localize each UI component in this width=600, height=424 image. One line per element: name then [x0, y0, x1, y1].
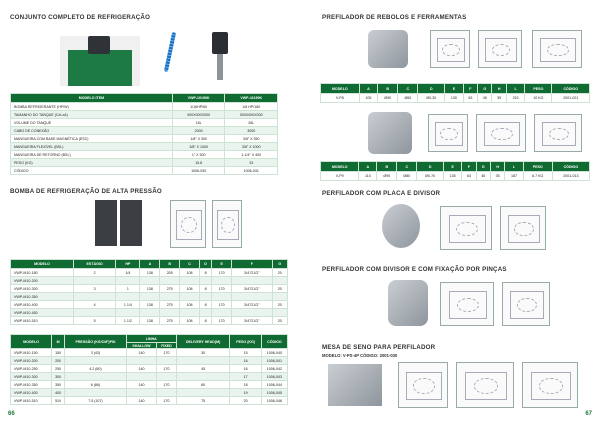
table-cell: VWP-M10-200: [11, 277, 74, 285]
table-cell: [116, 309, 140, 317]
section-title-high-pressure-pump: BOMBA DE REFRIGERAÇÃO DE ALTA PRESSÃO: [10, 188, 162, 195]
table-header-cell: VWP-41190K: [225, 94, 278, 103]
table-cell: 19: [230, 389, 261, 397]
table-header-cell: B: [377, 162, 397, 172]
table-cell: 000X000X000: [225, 111, 278, 119]
table-header-cell: F: [462, 162, 476, 172]
table-cell: 3/4"G1/2": [232, 317, 272, 325]
table-header-row: [11, 94, 278, 103]
table-cell: [232, 309, 272, 317]
sine-table-drawing-c: [522, 362, 578, 408]
sine-table-drawing-b: [456, 362, 514, 408]
table-cell: [272, 277, 287, 285]
table-header-cell: L: [506, 84, 525, 94]
profiler-drawing-2a: [428, 114, 468, 152]
table-cell: [157, 357, 177, 365]
page-number-left: 66: [8, 411, 15, 417]
table-cell: 1-1/4" X 400: [225, 151, 278, 159]
table-cell: V-P8: [321, 94, 360, 103]
table-cell: 75: [176, 397, 230, 405]
table-cell: 2001-021: [552, 94, 590, 103]
table-cell: 15: [230, 349, 261, 357]
table-cell: Ø0-30: [418, 94, 445, 103]
table-cell: 510: [52, 397, 65, 405]
table-cell: 45: [176, 365, 230, 373]
table-cell: [140, 309, 160, 317]
table-cell: 3/4"G1/2": [232, 285, 272, 293]
table-cell: 1 1/4: [116, 301, 140, 309]
table-cell: 3/8" X 350: [225, 135, 278, 143]
table-cell: 2: [73, 269, 115, 277]
table-header-row: [321, 84, 590, 94]
table-cell: 187: [505, 172, 523, 181]
table-cell: 3/4"G1/2": [232, 301, 272, 309]
table-header-cell: G: [476, 162, 490, 172]
table-header-cell: G: [478, 84, 492, 94]
table-header-cell: VWP-10190K: [172, 94, 225, 103]
table-cell: [199, 293, 211, 301]
table-cell: 400: [52, 389, 65, 397]
table-cell: 138: [140, 317, 160, 325]
table-cell: 1006-031: [225, 167, 278, 175]
collet-divider-image: [388, 280, 428, 326]
table-row: [11, 135, 278, 143]
table-cell: [232, 277, 272, 285]
table-cell: 110: [359, 172, 377, 181]
sine-table-model-code: MODELO: V-PS-4P CÓDIGO: 2001-030: [322, 353, 398, 358]
pump-drawing-front: [170, 200, 206, 248]
table-cell: Ø90: [377, 172, 397, 181]
table-cell: 1006-045: [261, 389, 287, 397]
table-cell: [126, 389, 156, 397]
table-cell: 3: [73, 285, 115, 293]
section-title-wheel-profiler: PREFILADOR DE REBOLOS E FERRAMENTAS: [322, 14, 467, 21]
table-cell: 1006-041: [261, 357, 287, 365]
table-cell: [73, 309, 115, 317]
table-cell: CÓDIGO: [11, 167, 173, 175]
table-cell: [160, 293, 180, 301]
table-cell: 3/8" X 1000: [225, 143, 278, 151]
table-cell: 33: [225, 159, 278, 167]
table-cell: [140, 277, 160, 285]
table-cell: 1006-043: [261, 373, 287, 381]
table-row: [11, 357, 288, 365]
table-cell: 5: [73, 317, 115, 325]
table-header-cell: MODELO: [11, 335, 52, 349]
table-header-cell: H: [490, 162, 504, 172]
pump-image-2: [120, 200, 142, 246]
table-cell: 250: [52, 365, 65, 373]
table-cell: 16L: [172, 119, 225, 127]
table-row: [11, 293, 288, 301]
table-cell: 1006-040: [261, 349, 287, 357]
plate-divider-image: [382, 204, 420, 248]
table-header-cell: CÓDIGO: [552, 84, 590, 94]
coolant-pump-image: [200, 28, 240, 84]
table-row: [11, 103, 278, 111]
table-cell: [65, 357, 127, 365]
table-cell: [176, 389, 230, 397]
table-cell: 16: [230, 357, 261, 365]
table-cell: [180, 277, 200, 285]
pump-image-1: [95, 200, 117, 246]
profiler-image-1: [368, 30, 408, 68]
table-cell: [140, 293, 160, 301]
table-cell: 1/8 HP/180: [225, 103, 278, 111]
table-cell: 108: [180, 269, 200, 277]
table-row: [11, 397, 288, 405]
table-cell: [126, 373, 156, 381]
table-cell: Ø60: [398, 94, 418, 103]
table-row: [11, 159, 278, 167]
table-cell: [160, 277, 180, 285]
table-row: [11, 111, 278, 119]
table-header-cell: H: [492, 84, 506, 94]
coolant-tank-image: [60, 36, 140, 86]
section-title-refrigeration-set: CONJUNTO COMPLETO DE REFRIGERAÇÃO: [10, 14, 151, 21]
table-header-row: [321, 162, 590, 172]
table-cell: 18: [230, 381, 261, 389]
table-cell: VWP-M10-400: [11, 389, 52, 397]
section-title-sine-table: MESA DE SENO PARA PERFILADOR: [322, 344, 436, 351]
table-row: [11, 269, 288, 277]
coolant-hose-image: [150, 30, 190, 78]
table-cell: VWP-M10-400: [11, 301, 74, 309]
table-cell: 108: [180, 285, 200, 293]
table-cell: Ø80: [397, 172, 417, 181]
table-cell: 140: [126, 381, 156, 389]
table-header-cell: D: [417, 162, 444, 172]
table-header-cell: F: [463, 84, 477, 94]
table-cell: VWP-M10-510: [11, 317, 74, 325]
table-cell: VWP-M10-180: [11, 269, 74, 277]
table-header-cell: C: [180, 260, 200, 269]
table-cell: CABO DE CONEXÃO: [11, 127, 173, 135]
table-cell: 20: [272, 317, 287, 325]
table-cell: 8: [199, 301, 211, 309]
profiler-drawing-2c: [534, 114, 582, 152]
table-header-cell: PRESSÃO (KG/CM²)PSI: [65, 335, 127, 349]
table-cell: 150: [52, 349, 65, 357]
table-cell: [65, 373, 127, 381]
table-cell: 10 KG: [525, 94, 552, 103]
table-header-cell: L: [505, 162, 523, 172]
profiler-table-b: [320, 161, 590, 181]
table-header-cell: F: [232, 260, 272, 269]
table-header-cell: LINHA: [126, 335, 176, 343]
table-header-cell: A: [359, 84, 378, 94]
table-row: [11, 365, 288, 373]
table-cell: [116, 277, 140, 285]
profiler-image-2: [368, 112, 412, 154]
plate-divider-drawing-a: [440, 206, 492, 250]
table-header-cell: C: [397, 162, 417, 172]
table-cell: 6.7 KG: [523, 172, 552, 181]
section-title-collet-divider: PERFILADOR COM DIVISOR E COM FIXAÇÃO POR PINÇAS: [322, 266, 507, 273]
refrigeration-spec-table: [10, 93, 278, 175]
table-cell: MANGUEIRA COM BASE MAGNÉTICA (ESC): [11, 135, 173, 143]
table-row: [11, 119, 278, 127]
table-header-cell: A: [140, 260, 160, 269]
table-cell: 4.2 (60): [65, 365, 127, 373]
table-cell: 1/16HP/60: [172, 103, 225, 111]
table-header-cell: MODELO: [321, 84, 360, 94]
table-cell: 170: [157, 397, 177, 405]
table-cell: 138: [140, 285, 160, 293]
table-cell: 275: [160, 301, 180, 309]
table-cell: 8: [199, 285, 211, 293]
table-cell: 1/4: [116, 269, 140, 277]
table-cell: V-P9: [321, 172, 359, 181]
table-cell: 60: [176, 381, 230, 389]
table-cell: [232, 293, 272, 301]
table-cell: [212, 309, 232, 317]
table-cell: 20: [230, 397, 261, 405]
table-cell: 170: [157, 349, 177, 357]
table-cell: [73, 293, 115, 301]
table-cell: 16: [230, 365, 261, 373]
table-cell: VWP-M10-250: [11, 365, 52, 373]
table-header-row: [11, 335, 288, 343]
table-header-cell: HP: [116, 260, 140, 269]
table-row: [11, 285, 288, 293]
table-cell: 130: [445, 94, 464, 103]
table-cell: [199, 309, 211, 317]
table-row: [11, 381, 288, 389]
table-row: [11, 349, 288, 357]
table-cell: 140: [126, 349, 156, 357]
table-row: [11, 151, 278, 159]
table-cell: 17: [230, 373, 261, 381]
table-cell: VWP-M10-350: [11, 293, 74, 301]
table-row: [11, 373, 288, 381]
table-cell: 200: [52, 357, 65, 365]
table-cell: 63: [463, 94, 477, 103]
table-cell: [176, 357, 230, 365]
table-cell: 1006-030: [172, 167, 225, 175]
profiler-table-a: [320, 83, 590, 103]
table-cell: 140: [126, 365, 156, 373]
table-header-cell: MODELO ITEM: [11, 94, 173, 103]
table-cell: 1 1/2: [116, 317, 140, 325]
table-cell: BOMBA REFRIGERANTE (HP/W): [11, 103, 173, 111]
table-header-cell: MODELO: [11, 260, 74, 269]
table-cell: VWP-M10-300: [11, 373, 52, 381]
table-cell: 170: [212, 269, 232, 277]
section-title-plate-divider: PERFILADOR COM PLACA E DIVISOR: [322, 190, 441, 197]
table-header-cell: DELIVERY HEAD(M): [176, 335, 230, 349]
pump-pressure-table: [10, 334, 288, 405]
table-header-cell: D: [199, 260, 211, 269]
collet-divider-drawing-a: [440, 282, 494, 326]
table-cell: 6 (86): [65, 381, 127, 389]
table-row: [11, 309, 288, 317]
sine-table-image: [328, 364, 382, 406]
table-header-cell: B: [160, 260, 180, 269]
table-header-row: [11, 260, 288, 269]
table-row: [321, 94, 590, 103]
table-cell: 20: [272, 269, 287, 277]
table-cell: 205: [160, 269, 180, 277]
table-cell: VWP-M10-450: [11, 309, 74, 317]
table-cell: 45: [476, 172, 490, 181]
table-cell: 275: [160, 317, 180, 325]
table-cell: [272, 309, 287, 317]
profiler-drawing-1c: [532, 30, 582, 68]
table-cell: 1" X 300: [172, 151, 225, 159]
table-cell: 135: [443, 172, 461, 181]
table-cell: 170: [212, 301, 232, 309]
table-cell: VOLUME DO TANQUE: [11, 119, 173, 127]
plate-divider-drawing-b: [500, 206, 546, 250]
table-row: [11, 167, 278, 175]
table-cell: 2000: [172, 127, 225, 135]
table-cell: [157, 373, 177, 381]
table-subheader-cell: SHALLOW: [126, 343, 156, 349]
table-cell: 20: [272, 285, 287, 293]
table-cell: VWP-M10-300: [11, 285, 74, 293]
table-cell: 4: [73, 301, 115, 309]
table-cell: 1/8" X 300: [172, 135, 225, 143]
table-cell: 26L: [225, 119, 278, 127]
table-cell: [180, 293, 200, 301]
table-cell: 7.5 (107): [65, 397, 127, 405]
table-header-cell: CÓDIGO: [261, 335, 287, 349]
sine-table-drawing-a: [398, 362, 448, 408]
table-header-cell: C: [398, 84, 418, 94]
table-cell: 170: [212, 285, 232, 293]
table-cell: [272, 293, 287, 301]
table-cell: 45: [478, 94, 492, 103]
table-cell: VWP-M10-350: [11, 381, 52, 389]
table-subheader-cell: FIXED: [157, 343, 177, 349]
table-header-cell: PESO (KG): [230, 335, 261, 349]
table-row: [11, 317, 288, 325]
table-cell: [116, 293, 140, 301]
table-cell: 35: [492, 94, 506, 103]
table-cell: 1: [116, 285, 140, 293]
table-cell: 2001-013: [552, 172, 589, 181]
table-cell: 275: [160, 285, 180, 293]
profiler-drawing-1b: [478, 30, 522, 68]
table-cell: [65, 389, 127, 397]
table-cell: 3000: [225, 127, 278, 135]
table-header-cell: A: [359, 162, 377, 172]
table-header-cell: E: [445, 84, 464, 94]
table-cell: MANGUEIRA FLEXÍVEL (BSL): [11, 143, 173, 151]
profiler-drawing-2b: [476, 114, 526, 152]
table-cell: 15.8: [172, 159, 225, 167]
table-cell: 8: [199, 317, 211, 325]
right-page: [300, 0, 600, 424]
table-cell: MANGUEIRA DE RETORNO (BSL): [11, 151, 173, 159]
table-cell: 1006-046: [261, 397, 287, 405]
table-cell: 3 (43): [65, 349, 127, 357]
pump-drawing-side: [212, 200, 242, 248]
table-cell: VWP-M10-150: [11, 349, 52, 357]
table-header-cell: E: [212, 260, 232, 269]
table-header-cell: B: [378, 84, 398, 94]
table-cell: VWP-M10-510: [11, 397, 52, 405]
table-cell: 108: [180, 301, 200, 309]
table-cell: 300: [52, 373, 65, 381]
table-cell: 215: [506, 94, 525, 103]
table-header-cell: PESO: [525, 84, 552, 94]
table-cell: 170: [157, 381, 177, 389]
table-row: [11, 301, 288, 309]
table-cell: 8: [199, 269, 211, 277]
table-cell: Ø0-70: [417, 172, 444, 181]
table-header-cell: CÓDIGO: [552, 162, 589, 172]
table-cell: 000X000X000: [172, 111, 225, 119]
table-cell: [199, 277, 211, 285]
table-cell: 1006-042: [261, 365, 287, 373]
table-row: [11, 389, 288, 397]
table-row: [11, 143, 278, 151]
table-cell: [73, 277, 115, 285]
high-pressure-pump-table: [10, 259, 288, 325]
table-cell: 3/8" X 1000: [172, 143, 225, 151]
table-cell: 138: [140, 301, 160, 309]
table-row: [11, 277, 288, 285]
table-header-cell: PESO: [523, 162, 552, 172]
table-cell: 105: [359, 94, 378, 103]
table-cell: Ø90: [378, 94, 398, 103]
table-header-cell: MODELO: [321, 162, 359, 172]
table-cell: 20: [272, 301, 287, 309]
table-header-cell: D: [418, 84, 445, 94]
table-cell: 108: [180, 317, 200, 325]
table-row: [11, 127, 278, 135]
table-cell: 170: [157, 365, 177, 373]
table-cell: [157, 389, 177, 397]
table-cell: [176, 373, 230, 381]
table-cell: 1006-044: [261, 381, 287, 389]
table-cell: [180, 309, 200, 317]
table-header-cell: G: [272, 260, 287, 269]
table-cell: VWP-M10-200: [11, 357, 52, 365]
table-header-cell: ESTÁGIO: [73, 260, 115, 269]
table-cell: [212, 277, 232, 285]
table-cell: 35: [490, 172, 504, 181]
collet-divider-drawing-b: [502, 282, 550, 326]
table-cell: PESO (KG): [11, 159, 173, 167]
table-cell: 170: [212, 317, 232, 325]
table-row: [321, 172, 590, 181]
table-cell: [160, 309, 180, 317]
profiler-drawing-1a: [430, 30, 470, 68]
page-number-right: 67: [585, 411, 592, 417]
table-header-cell: E: [443, 162, 461, 172]
table-cell: [126, 357, 156, 365]
table-cell: 63: [462, 172, 476, 181]
table-cell: 140: [126, 397, 156, 405]
table-cell: 30: [176, 349, 230, 357]
table-cell: [212, 293, 232, 301]
table-cell: 3/4"G1/2": [232, 269, 272, 277]
table-cell: TAMANHO DO TANQUE (CxLxA): [11, 111, 173, 119]
table-header-cell: M: [52, 335, 65, 349]
table-cell: 138: [140, 269, 160, 277]
table-cell: 350: [52, 381, 65, 389]
